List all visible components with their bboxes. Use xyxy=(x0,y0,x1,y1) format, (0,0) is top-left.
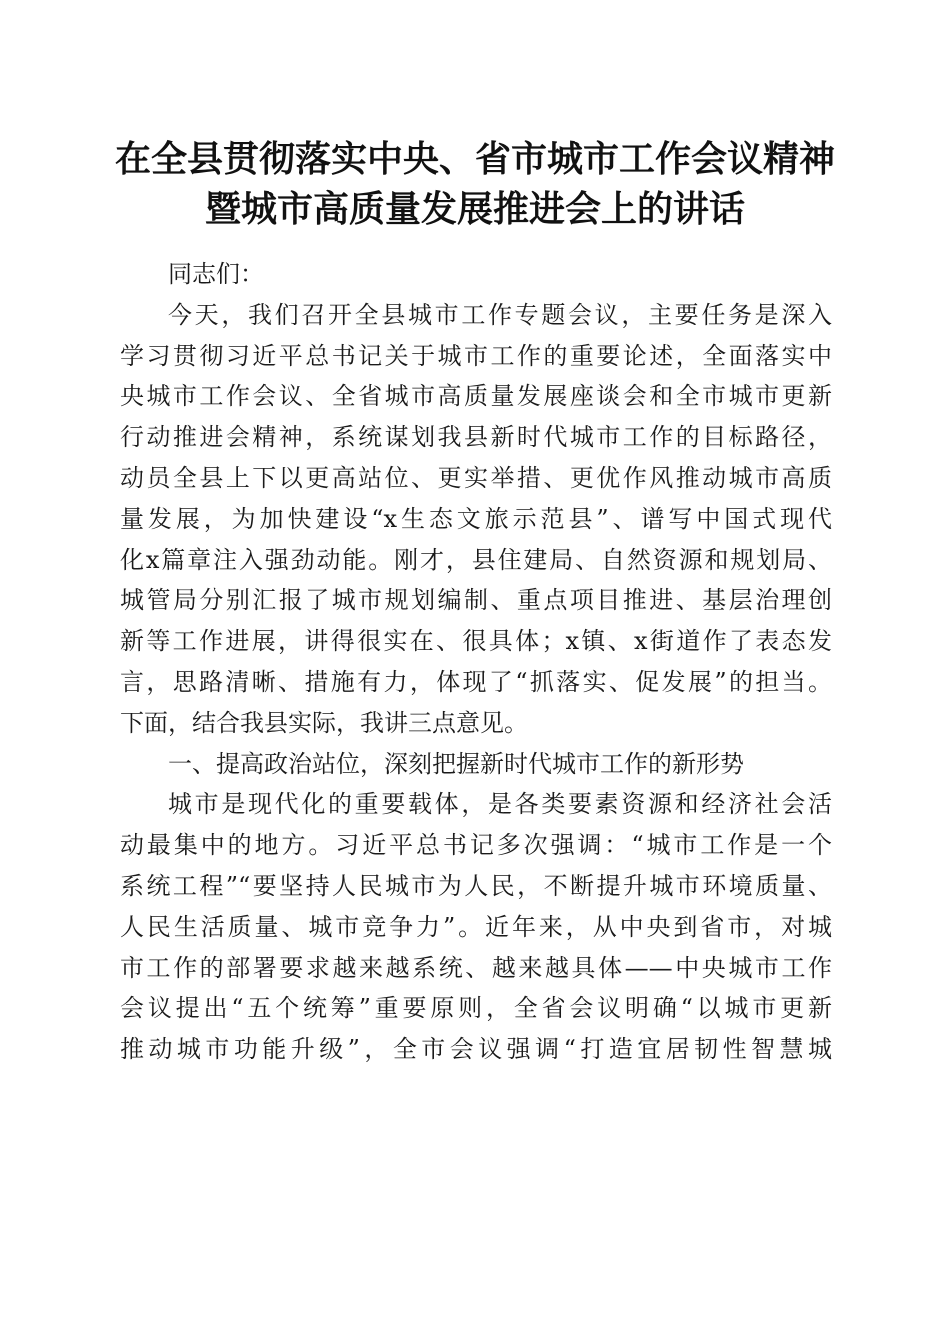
body-line: 新等工作进展，讲得很实在、很具体；x镇、x街道作了表态发 xyxy=(120,627,832,656)
body-line: 系统工程”“要坚持人民城市为人民，不断提升城市环境质量、 xyxy=(120,871,832,900)
body-line: 会议提出“五个统筹”重要原则，全省会议明确“以城市更新 xyxy=(120,994,832,1023)
body-line: 行动推进会精神，系统谋划我县新时代城市工作的目标路径， xyxy=(120,423,832,452)
section-heading: 一、提高政治站位，深刻把握新时代城市工作的新形势 xyxy=(168,749,744,778)
body-line: 城管局分别汇报了城市规划编制、重点项目推进、基层治理创 xyxy=(120,586,832,615)
body-line: 人民生活质量、城市竞争力”。近年来，从中央到省市，对城 xyxy=(120,912,832,941)
body-line: 城市是现代化的重要载体，是各类要素资源和经济社会活 xyxy=(168,790,832,819)
body-line: 量发展，为加快建设“x生态文旅示范县”、谱写中国式现代 xyxy=(120,504,832,533)
body-line: 言，思路清晰、措施有力，体现了“抓落实、促发展”的担当。 xyxy=(120,667,832,696)
body-line: 今天，我们召开全县城市工作专题会议，主要任务是深入 xyxy=(168,300,832,329)
document-title xyxy=(100,134,850,234)
body-line: 动员全县上下以更高站位、更实举措、更优作风推动城市高质 xyxy=(120,463,832,492)
salutation: 同志们： xyxy=(168,260,264,288)
title-line-2: 暨城市高质量发展推进会上的讲话 xyxy=(204,188,745,230)
body-line: 推动城市功能升级”，全市会议强调“打造宜居韧性智慧城 xyxy=(120,1035,832,1064)
body-line: 学习贯彻习近平总书记关于城市工作的重要论述，全面落实中 xyxy=(120,341,832,370)
body-line: 动最集中的地方。习近平总书记多次强调：“城市工作是一个 xyxy=(120,831,832,860)
document-body xyxy=(120,254,832,1070)
title-line-1: 在全县贯彻落实中央、省市城市工作会议精神 xyxy=(114,138,835,180)
body-line: 化x篇章注入强劲动能。刚才，县住建局、自然资源和规划局、 xyxy=(120,545,832,574)
body-line: 央城市工作会议、全省城市高质量发展座谈会和全市城市更新 xyxy=(120,382,832,411)
body-line: 市工作的部署要求越来越系统、越来越具体——中央城市工作 xyxy=(120,953,832,982)
body-line: 下面，结合我县实际，我讲三点意见。 xyxy=(120,708,528,737)
